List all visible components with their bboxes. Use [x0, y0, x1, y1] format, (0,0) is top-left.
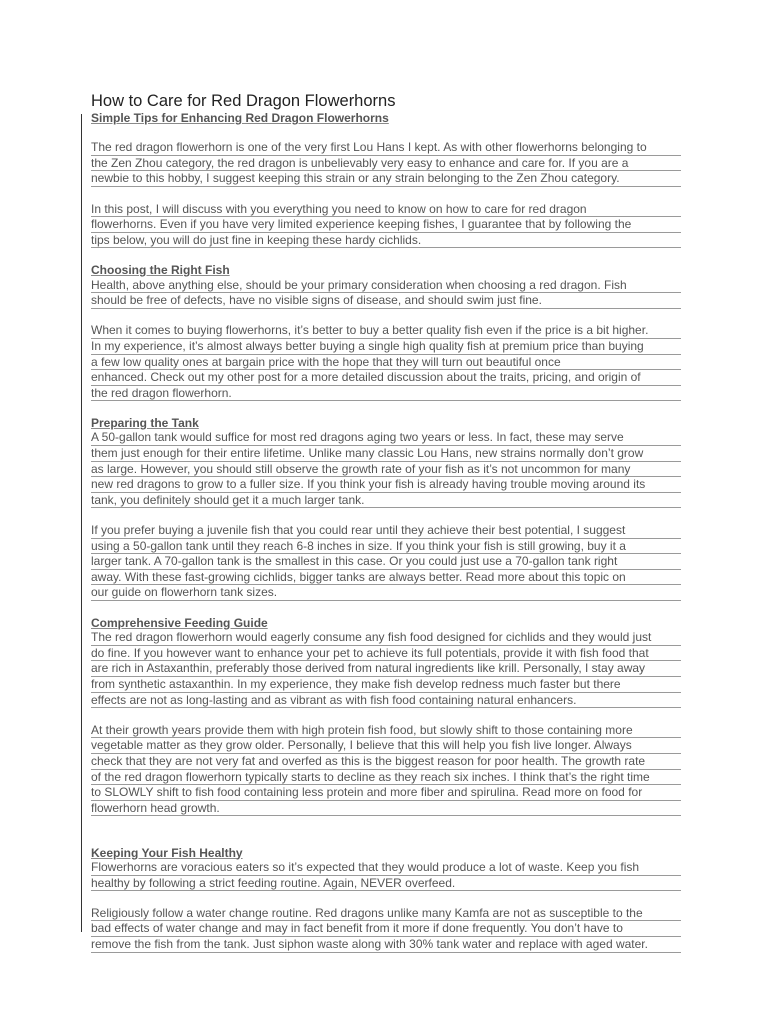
text-line: them just enough for their entire lifetime. Unlike many classic Lou Hans, new strains normally don’t grow	[91, 446, 681, 462]
text-line: The red dragon flowerhorn would eagerly consume any fish food designed for cichlids and they would just	[91, 630, 681, 646]
text-line: remove the fish from the tank. Just siphon waste along with 30% tank water and replace with aged water.	[91, 937, 681, 953]
text-line: In this post, I will discuss with you everything you need to know on how to care for red dragon	[91, 202, 681, 218]
text-line: our guide on flowerhorn tank sizes.	[91, 585, 681, 601]
text-line: Flowerhorns are voracious eaters so it’s expected that they would produce a lot of waste. Keep you fish	[91, 860, 681, 876]
body-paragraph	[91, 723, 681, 817]
text-line: bad effects of water change and may in fact benefit from it more if done frequently. You don’t have to	[91, 921, 681, 937]
body-paragraph	[91, 278, 681, 309]
text-line: tank, you definitely should get it a much larger tank.	[91, 493, 681, 509]
body-paragraph	[91, 860, 681, 891]
text-line: flowerhorns. Even if you have very limited experience keeping fishes, I guarantee that by following the	[91, 217, 681, 233]
text-line: newbie to this hobby, I suggest keeping this strain or any strain belonging to the Zen Zhou category.	[91, 171, 681, 187]
text-line: the Zen Zhou category, the red dragon is unbelievably very easy to enhance and care for. If you are a	[91, 156, 681, 172]
body-paragraph	[91, 430, 681, 508]
spacer	[91, 816, 681, 831]
document-subtitle: Simple Tips for Enhancing Red Dragon Flowerhorns	[91, 111, 389, 125]
text-line: effects are not as long-lasting and as vibrant as with fish food containing natural enhancers.	[91, 693, 681, 709]
text-line: do fine. If you however want to enhance your pet to achieve its full potentials, provide it with fish food that	[91, 646, 681, 662]
text-line: should be free of defects, have no visible signs of disease, and should swim just fine.	[91, 293, 681, 309]
text-line: The red dragon flowerhorn is one of the very first Lou Hans I kept. As with other flowerhorns belonging to	[91, 140, 681, 156]
text-line: vegetable matter as they grow older. Personally, I believe that this will help you fish live longer. Always	[91, 738, 681, 754]
margin-rule	[81, 114, 82, 932]
intro-paragraph	[91, 202, 681, 249]
text-line: check that they are not very fat and overfed as this is the biggest reason for poor health. The growth rate	[91, 754, 681, 770]
text-line: When it comes to buying flowerhorns, it’s better to buy a better quality fish even if the price is a bit higher.	[91, 323, 681, 339]
body-paragraph	[91, 630, 681, 708]
section-heading-feeding-guide: Comprehensive Feeding Guide	[91, 615, 268, 630]
text-line: new red dragons to grow to a fuller size. If you think your fish is already having trouble moving around its	[91, 477, 681, 493]
text-line: enhanced. Check out my other post for a more detailed discussion about the traits, pricing, and origin of	[91, 370, 681, 386]
text-line: Health, above anything else, should be your primary consideration when choosing a red dragon. Fish	[91, 278, 681, 294]
section-heading-preparing-tank: Preparing the Tank	[91, 415, 199, 430]
text-line: healthy by following a strict feeding routine. Again, NEVER overfeed.	[91, 876, 681, 892]
intro-paragraph	[91, 140, 681, 187]
text-line: from synthetic astaxanthin. In my experience, they make fish develop redness much faster but there	[91, 677, 681, 693]
text-line: flowerhorn head growth.	[91, 801, 681, 817]
text-line: If you prefer buying a juvenile fish that you could rear until they achieve their best potential, I suggest	[91, 523, 681, 539]
article-body	[91, 111, 681, 953]
text-line: In my experience, it’s almost always better buying a single high quality fish at premium price than buying	[91, 339, 681, 355]
text-line: away. With these fast-growing cichlids, bigger tanks are always better. Read more about this topic on	[91, 570, 681, 586]
text-line: tips below, you will do just fine in keeping these hardy cichlids.	[91, 233, 681, 249]
text-line: to SLOWLY shift to fish food containing less protein and more fiber and spirulina. Read more on food for	[91, 785, 681, 801]
text-line: using a 50-gallon tank until they reach 6-8 inches in size. If you think your fish is still growing, buy it a	[91, 539, 681, 555]
body-paragraph	[91, 523, 681, 601]
section-heading-choosing-fish: Choosing the Right Fish	[91, 262, 230, 277]
text-line: of the red dragon flowerhorn typically starts to decline as they reach six inches. I think that’s the right time	[91, 770, 681, 786]
document-title: How to Care for Red Dragon Flowerhorns	[91, 92, 396, 110]
section-heading-fish-healthy: Keeping Your Fish Healthy	[91, 845, 243, 860]
text-line: a few low quality ones at bargain price with the hope that they will turn out beautiful once	[91, 355, 681, 371]
text-line: are rich in Astaxanthin, preferably those derived from natural ingredients like krill. Personally, I stay away	[91, 661, 681, 677]
text-line: At their growth years provide them with high protein fish food, but slowly shift to those containing more	[91, 723, 681, 739]
text-line: larger tank. A 70-gallon tank is the smallest in this case. Or you could just use a 70-gallon tank right	[91, 554, 681, 570]
body-paragraph	[91, 906, 681, 953]
body-paragraph	[91, 323, 681, 401]
text-line: as large. However, you should still observe the growth rate of your fish as it’s not uncommon for many	[91, 462, 681, 478]
text-line: the red dragon flowerhorn.	[91, 386, 681, 402]
text-line: Religiously follow a water change routine. Red dragons unlike many Kamfa are not as susceptible to the	[91, 906, 681, 922]
text-line: A 50-gallon tank would suffice for most red dragons aging two years or less. In fact, these may serve	[91, 430, 681, 446]
